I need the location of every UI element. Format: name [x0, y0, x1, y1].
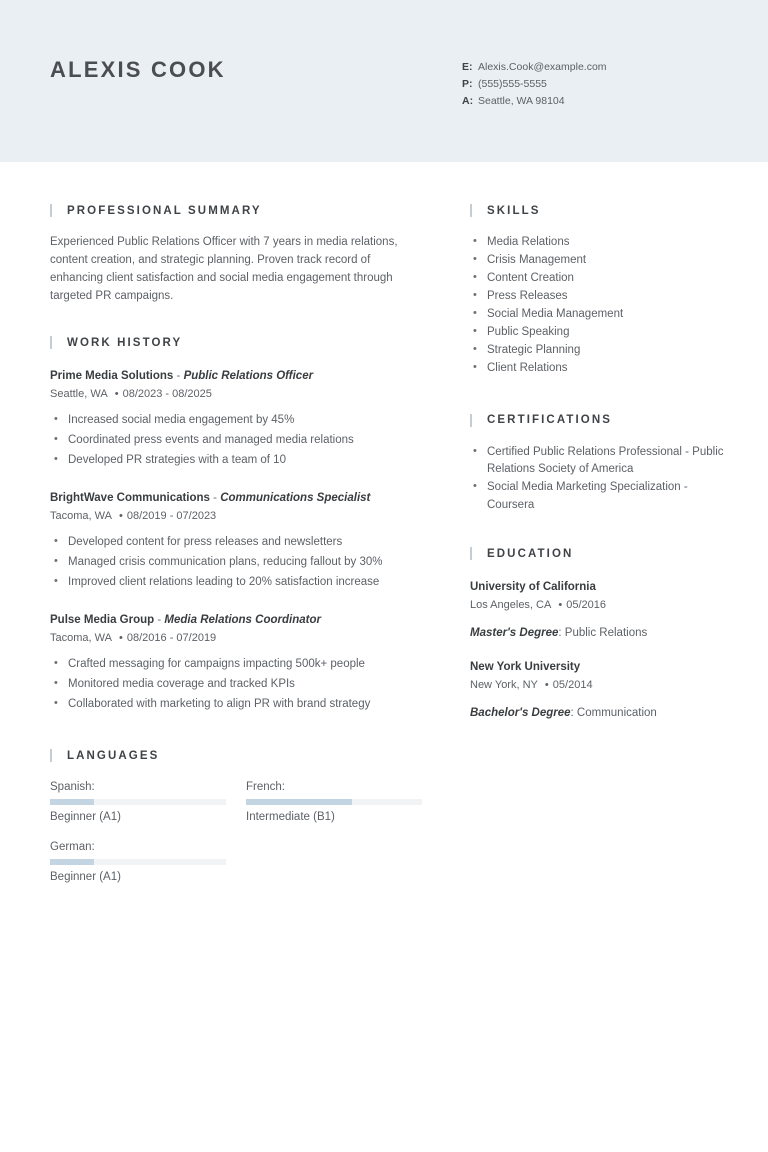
list-item: • Client Relations [470, 360, 732, 378]
section-heading-label: WORK HISTORY [67, 336, 183, 349]
language-proficiency-bar [50, 859, 226, 865]
job-dates: 08/2023 - 08/2025 [122, 388, 212, 400]
accent-bar-icon [50, 204, 52, 217]
language-name: French: [246, 781, 285, 793]
language-item [50, 838, 226, 886]
job-bullet: • Collaborated with marketing to align PR with brand strategy [50, 695, 422, 713]
list-item: • Crisis Management [470, 252, 732, 270]
education-meta-line [470, 596, 732, 614]
list-item: • Press Releases [470, 288, 732, 306]
education-degree-line [470, 624, 732, 642]
job-title-line [50, 490, 422, 507]
list-item: • Public Speaking [470, 324, 732, 342]
contact-address-value: Seattle, WA 98104 [478, 95, 565, 107]
section-heading-label: EDUCATION [487, 547, 574, 560]
education-degree-line [470, 704, 732, 722]
job-company: BrightWave Communications [50, 492, 210, 504]
list-item: • Media Relations [470, 234, 732, 252]
bullet-separator-icon: • [555, 599, 563, 611]
work-history-entry [50, 612, 422, 713]
contact-row-phone [462, 76, 607, 93]
education-date: 05/2014 [552, 679, 593, 691]
list-item: • Content Creation [470, 270, 732, 288]
accent-bar-icon [470, 414, 472, 427]
job-role: Media Relations Coordinator [164, 614, 321, 626]
section-education [470, 547, 732, 722]
work-history-entry [50, 490, 422, 591]
language-level: Intermediate (B1) [246, 811, 335, 823]
language-proficiency-fill [50, 859, 94, 865]
job-bullet: • Crafted messaging for campaigns impacting 500k+ people [50, 655, 422, 673]
job-title-line [50, 612, 422, 629]
job-separator: - [209, 492, 221, 504]
certifications-list [470, 444, 732, 515]
bullet-separator-icon: • [115, 510, 123, 522]
section-certifications [470, 414, 732, 515]
accent-bar-icon [50, 336, 52, 349]
skills-list [470, 234, 732, 378]
section-heading-professional-summary [50, 204, 422, 217]
resume-header [0, 0, 768, 162]
phone-icon: P: [462, 78, 473, 90]
accent-bar-icon [470, 547, 472, 560]
section-heading-label: CERTIFICATIONS [487, 414, 613, 426]
job-company: Pulse Media Group [50, 614, 155, 626]
left-column [50, 162, 422, 898]
job-separator: - [154, 614, 165, 626]
contact-phone-value: (555)555-5555 [478, 78, 547, 90]
language-proficiency-fill [246, 799, 352, 805]
job-bullet-list [50, 655, 422, 713]
education-school: University of California [470, 581, 596, 593]
section-heading-skills [470, 204, 732, 217]
language-item [50, 778, 226, 826]
job-company: Prime Media Solutions [50, 370, 174, 382]
language-proficiency-bar [50, 799, 226, 805]
bullet-separator-icon: • [115, 632, 123, 644]
contact-email-value: Alexis.Cook@example.com [478, 61, 607, 73]
job-location: Seattle, WA [50, 388, 108, 400]
bullet-separator-icon: • [111, 388, 119, 400]
address-icon: A: [462, 95, 474, 107]
section-heading-education [470, 547, 732, 560]
job-bullet: • Managed crisis communication plans, reducing fallout by 30% [50, 553, 422, 571]
section-heading-label: SKILLS [487, 204, 541, 217]
list-item: • Strategic Planning [470, 342, 732, 360]
education-school: New York University [470, 661, 581, 673]
accent-bar-icon [470, 204, 472, 217]
bullet-separator-icon: • [541, 679, 549, 691]
language-level: Beginner (A1) [50, 811, 121, 823]
section-professional-summary [50, 204, 422, 305]
email-icon: E: [462, 61, 473, 73]
job-separator: - [173, 370, 184, 382]
language-proficiency-bar [246, 799, 422, 805]
job-bullet-list [50, 411, 422, 469]
job-title-line [50, 368, 422, 385]
education-entry [470, 579, 732, 642]
section-work-history [50, 336, 422, 713]
section-heading-languages [50, 749, 422, 762]
section-skills [470, 204, 732, 378]
job-dates: 08/2019 - 07/2023 [126, 510, 217, 522]
job-meta-line [50, 385, 422, 403]
language-item [246, 778, 422, 826]
list-item: • Certified Public Relations Professional - Public Relations Society of America [470, 444, 732, 479]
education-location: Los Angeles, CA [470, 599, 552, 611]
education-degree-field: : Communication [570, 707, 657, 719]
contact-row-address [462, 93, 607, 110]
education-meta-line [470, 676, 732, 694]
job-bullet-list [50, 533, 422, 591]
education-date: 05/2016 [566, 599, 607, 611]
section-heading-certifications [470, 414, 732, 427]
education-location: New York, NY [470, 679, 538, 691]
job-meta-line [50, 507, 422, 525]
contact-row-email [462, 59, 607, 76]
contact-info [462, 59, 607, 110]
job-bullet: • Increased social media engagement by 45% [50, 411, 422, 429]
language-proficiency-fill [50, 799, 94, 805]
list-item: • Social Media Marketing Specialization - Coursera [470, 479, 732, 514]
section-heading-work-history [50, 336, 422, 349]
job-location: Tacoma, WA [50, 510, 112, 522]
job-role: Communications Specialist [220, 492, 371, 504]
job-bullet: • Developed content for press releases and newsletters [50, 533, 422, 551]
accent-bar-icon [50, 749, 52, 762]
language-name: German: [50, 841, 95, 853]
job-bullet: • Coordinated press events and managed media relations [50, 431, 422, 449]
education-degree-field: : Public Relations [558, 627, 648, 639]
education-entry [470, 659, 732, 722]
job-role: Public Relations Officer [183, 370, 314, 382]
languages-grid [50, 778, 422, 898]
work-history-entry [50, 368, 422, 469]
language-level: Beginner (A1) [50, 871, 121, 883]
section-heading-label: PROFESSIONAL SUMMARY [67, 204, 262, 217]
list-item: • Social Media Management [470, 306, 732, 324]
education-degree-label: Master's Degree [470, 627, 559, 639]
job-location: Tacoma, WA [50, 632, 112, 644]
right-column [470, 162, 732, 722]
job-bullet: • Developed PR strategies with a team of 10 [50, 451, 422, 469]
job-dates: 08/2016 - 07/2019 [126, 632, 217, 644]
education-degree-label: Bachelor's Degree [470, 707, 571, 719]
job-bullet: • Monitored media coverage and tracked KPIs [50, 675, 422, 693]
language-name: Spanish: [50, 781, 95, 793]
summary-paragraph: Experienced Public Relations Officer with 7 years in media relations, content creation, and strategic planning. Proven track record of enhancing client satisfaction and social media engagement through targeted PR campaigns. [50, 236, 398, 302]
section-heading-label: LANGUAGES [67, 749, 160, 762]
job-bullet: • Improved client relations leading to 20% satisfaction increase [50, 573, 422, 591]
job-meta-line [50, 629, 422, 647]
page-title: ALEXIS COOK [50, 57, 226, 82]
section-languages [50, 749, 422, 898]
